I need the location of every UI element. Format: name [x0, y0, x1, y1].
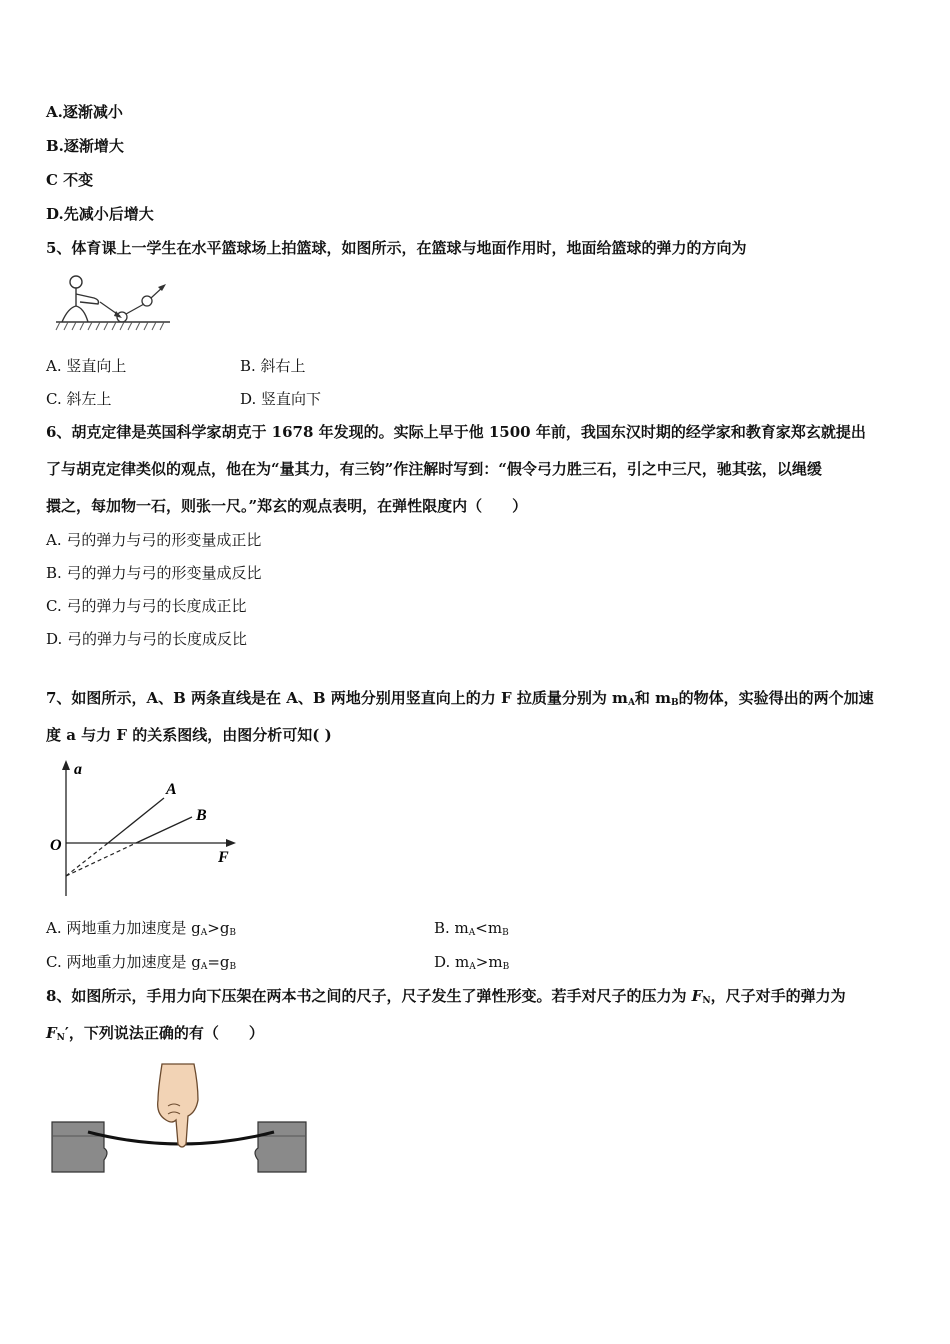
axis-label-x: F: [218, 849, 229, 866]
q4-option-c: C 不变: [46, 171, 94, 189]
q7-option-c: C. 两地重力加速度是 $g_A=g_B$: [46, 953, 237, 972]
q4-option-a: A.逐渐减小: [46, 103, 123, 121]
q4-option-d: D.先减小后增大: [46, 205, 154, 223]
q6-option-d: D. 弓的弹力与弓的长度成反比: [46, 630, 248, 648]
axis-label-y: a: [74, 761, 82, 778]
q8-stem-line2: $F_N'$，下列说法正确的有（ ）: [46, 1024, 264, 1043]
q5-option-a: A. 竖直向上: [46, 357, 127, 375]
q7-option-a: A. 两地重力加速度是 $g_A>g_B$: [46, 919, 237, 938]
q7-option-b: B. $m_A<m_B$: [434, 919, 509, 938]
q6-stem-line3: 擐之，每加物一石，则张一尺。”郑玄的观点表明，在弹性限度内（ ）: [46, 497, 528, 515]
q6-option-c: C. 弓的弹力与弓的长度成正比: [46, 597, 247, 615]
origin-label: O: [50, 837, 62, 854]
line-a-label: A: [166, 781, 177, 798]
q7-stem-line1: 7、如图所示，A、B 两条直线是在 A、B 两地分别用竖直向上的力 F 拉质量分别为 $m_A$和 $m_B$的物体，实验得出的两个加速: [46, 689, 874, 708]
q6-option-b: B. 弓的弹力与弓的形变量成反比: [46, 564, 262, 582]
q6-stem-line1: 6、胡克定律是英国科学家胡克于 1678 年发现的。实际上早于他 1500 年前，我国东汉时期的经学家和教育家郑玄就提出: [46, 423, 866, 441]
q6-stem-line2: 了与胡克定律类似的观点，他在为“量其力，有三钧”作注解时写到：“假令弓力胜三石，引之中三尺，驰其弦，以绳缓: [46, 460, 822, 478]
q5-option-c: C. 斜左上: [46, 390, 112, 408]
q6-option-a: A. 弓的弹力与弓的形变量成正比: [46, 531, 262, 549]
q5-stem: 5、体育课上一学生在水平篮球场上拍篮球，如图所示，在篮球与地面作用时，地面给篮球的弹力的方向为: [46, 239, 747, 257]
q8-stem-line1: 8、如图所示，手用力向下压架在两本书之间的尺子，尺子发生了弹性形变。若手对尺子的压力为 $F_N$，尺子对手的弹力为: [46, 987, 846, 1006]
acceleration-force-graph: [46, 758, 246, 898]
q7-stem-line2: 度 a 与力 F 的关系图线，由图分析可知( ): [46, 726, 332, 744]
line-b-label: B: [196, 807, 207, 824]
q4-option-b: B.逐渐增大: [46, 137, 124, 155]
basketball-figure: [54, 272, 174, 334]
q5-option-b: B. 斜右上: [240, 357, 306, 375]
q7-option-d: D. $m_A>m_B$: [434, 953, 510, 972]
ruler-books-figure: [50, 1060, 310, 1176]
q5-option-d: D. 竖直向下: [240, 390, 322, 408]
